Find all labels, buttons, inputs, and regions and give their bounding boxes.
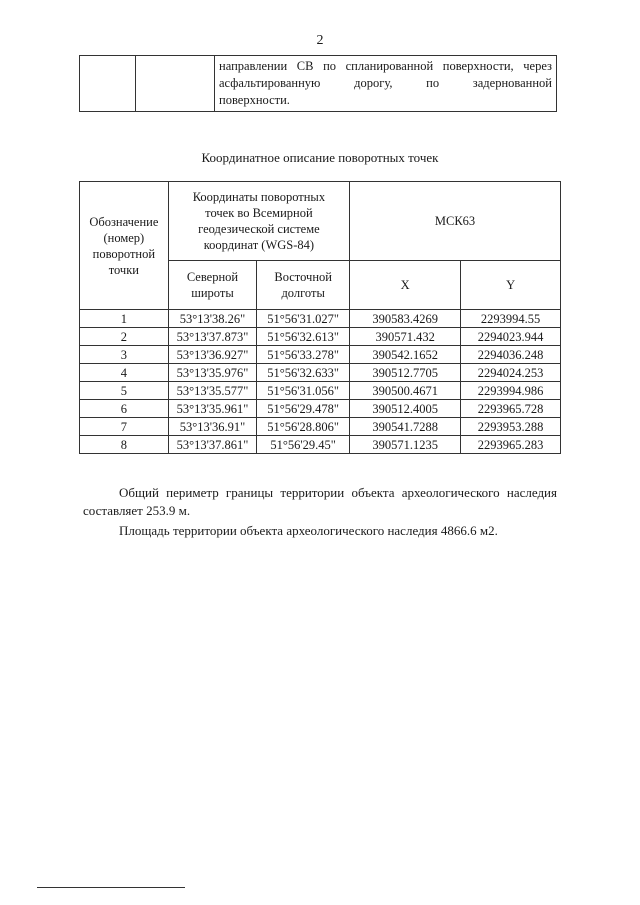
table-row [80,382,561,400]
cell-latitude: 53°13'35.577" [168,382,257,400]
continuation-line-2: асфальтированную дорогу, по задернованной [219,76,552,90]
cell-x: 390571.432 [350,328,461,346]
cell-point-number: 4 [80,364,169,382]
cell-point-number: 3 [80,346,169,364]
cell-longitude: 51°56'33.278" [257,346,350,364]
header-lon-line: долготы [281,286,325,300]
cell-x: 390512.4005 [350,400,461,418]
cell-x: 390542.1652 [350,346,461,364]
header-designation [80,182,169,310]
cell-y: 2294024.253 [461,364,561,382]
cell-y: 2294023.944 [461,328,561,346]
header-lat-line: широты [191,286,234,300]
area-paragraph: Площадь территории объекта археологического наследия 4866.6 м2. [119,523,498,538]
table-row [80,328,561,346]
header-x: X [350,261,461,310]
header-wgs84 [168,182,349,261]
continuation-row [80,56,557,112]
header-wgs-line: Координаты поворотных [192,190,326,204]
cell-longitude: 51°56'29.478" [257,400,350,418]
header-wgs-line: геодезической системе [198,222,320,236]
header-latitude [168,261,257,310]
continuation-cell-empty-1 [80,56,136,112]
section-title: Координатное описание поворотных точек [201,150,439,165]
cell-point-number: 6 [80,400,169,418]
coordinates-table [79,181,561,454]
header-designation-line: поворотной [92,246,156,261]
table-row [80,346,561,364]
cell-y: 2293994.55 [461,310,561,328]
cell-latitude: 53°13'37.873" [168,328,257,346]
cell-latitude: 53°13'38.26" [168,310,257,328]
header-msk63: МСК63 [350,182,561,261]
cell-y: 2293965.728 [461,400,561,418]
header-longitude [257,261,350,310]
cell-x: 390541.7288 [350,418,461,436]
cell-longitude: 51°56'29.45" [257,436,350,454]
footer-divider [37,887,185,888]
table-row [80,436,561,454]
cell-latitude: 53°13'36.91" [168,418,257,436]
cell-y: 2293965.283 [461,436,561,454]
continuation-cell-text [215,56,557,112]
cell-latitude: 53°13'36.927" [168,346,257,364]
table-row [80,310,561,328]
cell-point-number: 8 [80,436,169,454]
cell-point-number: 5 [80,382,169,400]
cell-longitude: 51°56'32.613" [257,328,350,346]
header-designation-line: (номер) [103,230,145,245]
cell-x: 390500.4671 [350,382,461,400]
table-header-row [80,182,561,261]
header-wgs-line: точек во Всемирной [205,206,313,220]
cell-y: 2294036.248 [461,346,561,364]
header-designation-line: Обозначение [89,214,159,229]
cell-y: 2293994.986 [461,382,561,400]
cell-x: 390571.1235 [350,436,461,454]
cell-y: 2293953.288 [461,418,561,436]
continuation-line-1: направлении СВ по спланированной поверхности, через [219,59,552,73]
header-wgs-line: координат (WGS-84) [203,238,315,252]
cell-latitude: 53°13'35.961" [168,400,257,418]
cell-x: 390512.7705 [350,364,461,382]
table-row [80,400,561,418]
cell-point-number: 1 [80,310,169,328]
continuation-line-3: поверхности. [219,93,290,107]
cell-longitude: 51°56'31.056" [257,382,350,400]
continuation-table [79,55,557,112]
perimeter-paragraph: Общий периметр границы территории объекта археологического наследия составляет 253.9 м. [83,485,557,518]
cell-latitude: 53°13'35.976" [168,364,257,382]
header-lon-line: Восточной [274,270,332,284]
cell-latitude: 53°13'37.861" [168,436,257,454]
page-number: 2 [316,33,324,48]
header-lat-line: Северной [186,270,239,284]
header-y: Y [461,261,561,310]
cell-longitude: 51°56'31.027" [257,310,350,328]
cell-point-number: 7 [80,418,169,436]
continuation-cell-empty-2 [136,56,215,112]
table-row [80,364,561,382]
cell-longitude: 51°56'28.806" [257,418,350,436]
cell-longitude: 51°56'32.633" [257,364,350,382]
table-row [80,418,561,436]
cell-point-number: 2 [80,328,169,346]
header-designation-line: точки [108,262,139,277]
cell-x: 390583.4269 [350,310,461,328]
